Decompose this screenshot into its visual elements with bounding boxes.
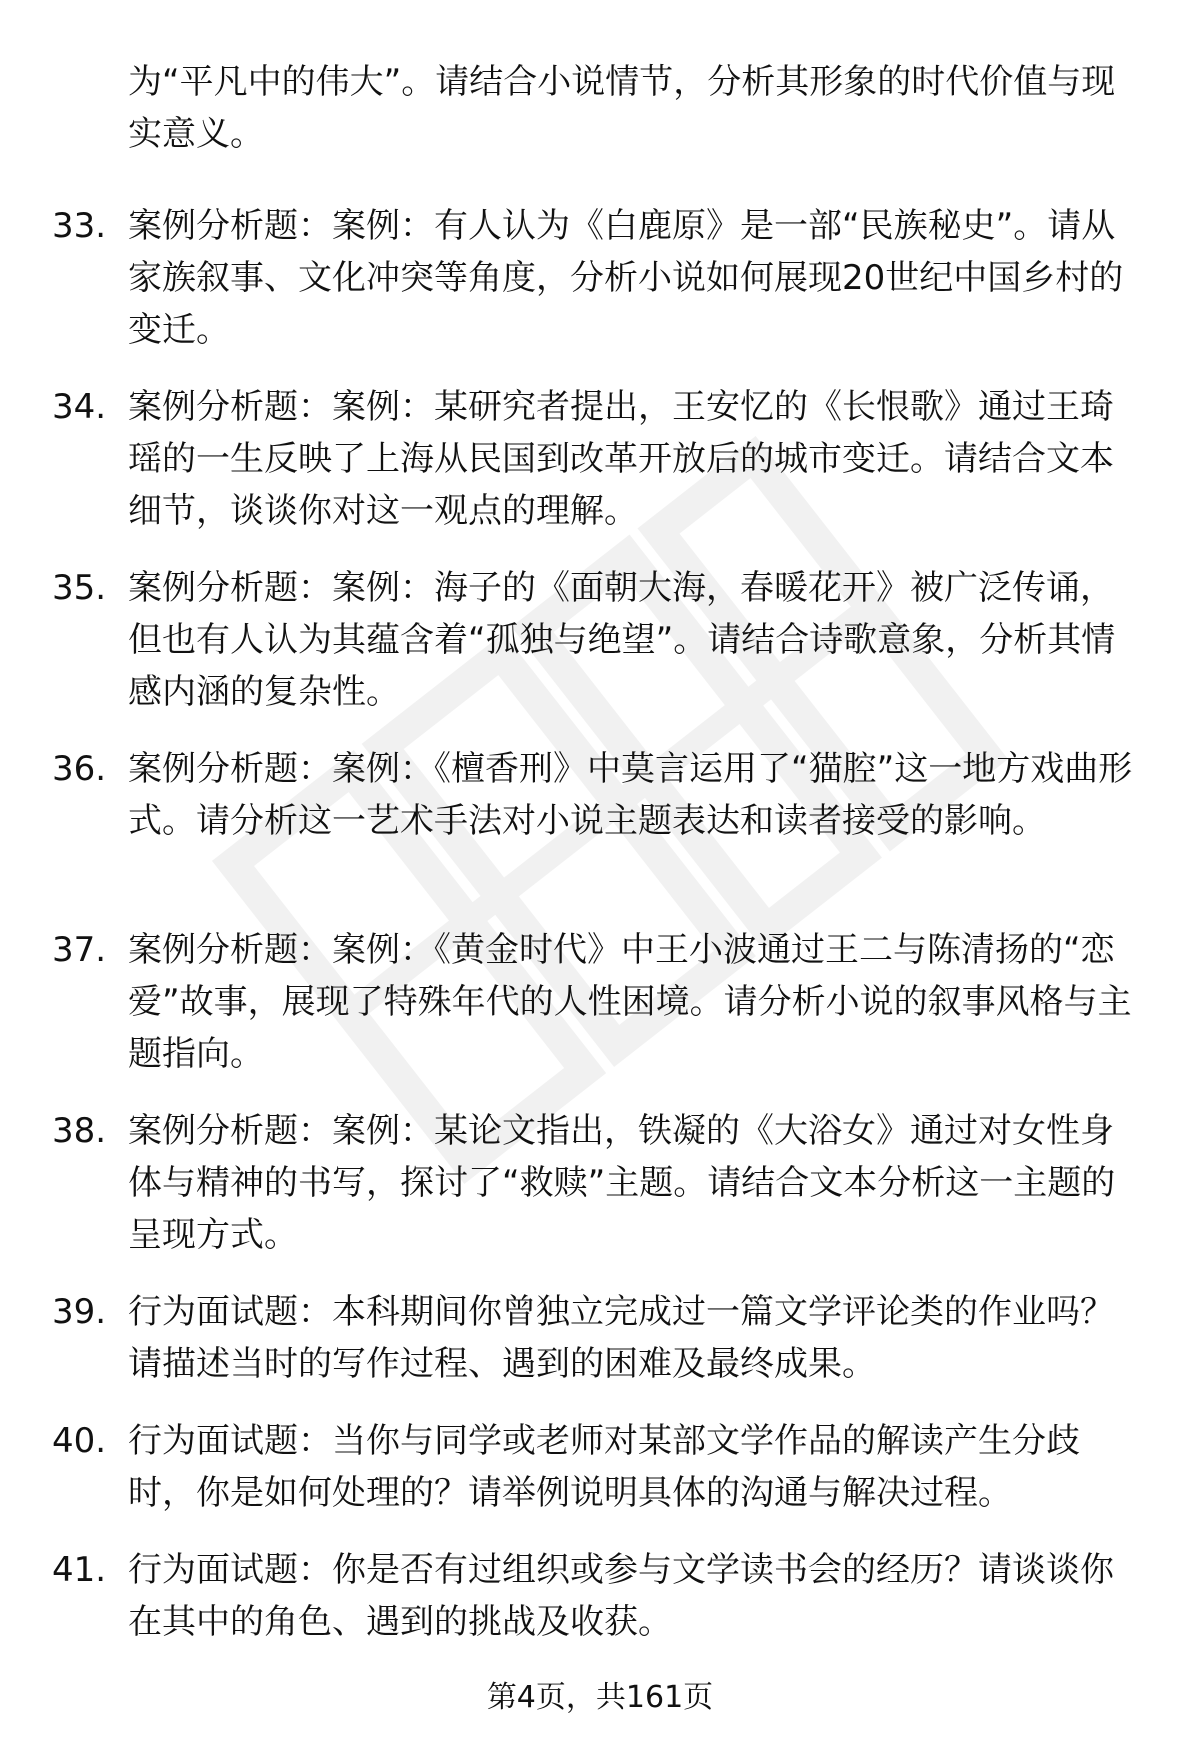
question-number: 39. [52,1292,107,1332]
question-text: 案例分析题：案例：《檀香刑》中莫言运用了“猫腔”这一地方戏曲形式。请分析这一艺术手法对小说主题表达和读者接受的影响。 [128,749,1133,841]
question-number: 40. [52,1421,107,1461]
question-item [0,200,1200,381]
question-text: 案例分析题：案例：有人认为《白鹿原》是一部“民族秘史”。请从家族叙事、文化冲突等角度，分析小说如何展现20世纪中国乡村的变迁。 [128,206,1124,350]
continued-question-text: 为“平凡中的伟大”。请结合小说情节，分析其形象的时代价值与现实意义。 [128,62,1116,154]
question-number: 37. [52,930,107,970]
question-text: 案例分析题：案例：某研究者提出，王安忆的《长恨歌》通过王琦瑶的一生反映了上海从民国到改革开放后的城市变迁。请结合文本细节，谈谈你对这一观点的理解。 [128,387,1114,531]
question-number: 38. [52,1111,107,1151]
question-number: 34. [52,387,107,427]
question-text: 案例分析题：案例：海子的《面朝大海，春暖花开》被广泛传诵，但也有人认为其蕴含着“孤独与绝望”。请结合诗歌意象，分析其情感内涵的复杂性。 [128,568,1116,712]
question-number: 41. [52,1550,107,1590]
question-list [0,200,1200,1673]
question-item [0,743,1200,924]
question-text: 行为面试题：你是否有过组织或参与文学读书会的经历？请谈谈你在其中的角色、遇到的挑战及收获。 [128,1550,1114,1642]
page-footer: 第4页，共161页 [486,1680,714,1715]
question-item [0,381,1200,562]
question-text: 案例分析题：案例：《黄金时代》中王小波通过王二与陈清扬的“恋爱”故事，展现了特殊年代的人性困境。请分析小说的叙事风格与主题指向。 [128,930,1132,1074]
question-number: 35. [52,568,107,608]
question-text: 行为面试题：本科期间你曾独立完成过一篇文学评论类的作业吗？请描述当时的写作过程、遇到的困难及最终成果。 [128,1292,1114,1384]
question-item [0,1544,1200,1673]
question-number: 36. [52,749,107,789]
question-item [0,1286,1200,1415]
question-text: 行为面试题：当你与同学或老师对某部文学作品的解读产生分歧时，你是如何处理的？请举例说明具体的沟通与解决过程。 [128,1421,1080,1513]
question-item [0,1105,1200,1286]
question-item [0,1415,1200,1544]
question-number: 33. [52,206,107,246]
question-item [0,924,1200,1105]
question-item [0,562,1200,743]
question-text: 案例分析题：案例：某论文指出，铁凝的《大浴女》通过对女性身体与精神的书写，探讨了“救赎”主题。请结合文本分析这一主题的呈现方式。 [128,1111,1116,1255]
